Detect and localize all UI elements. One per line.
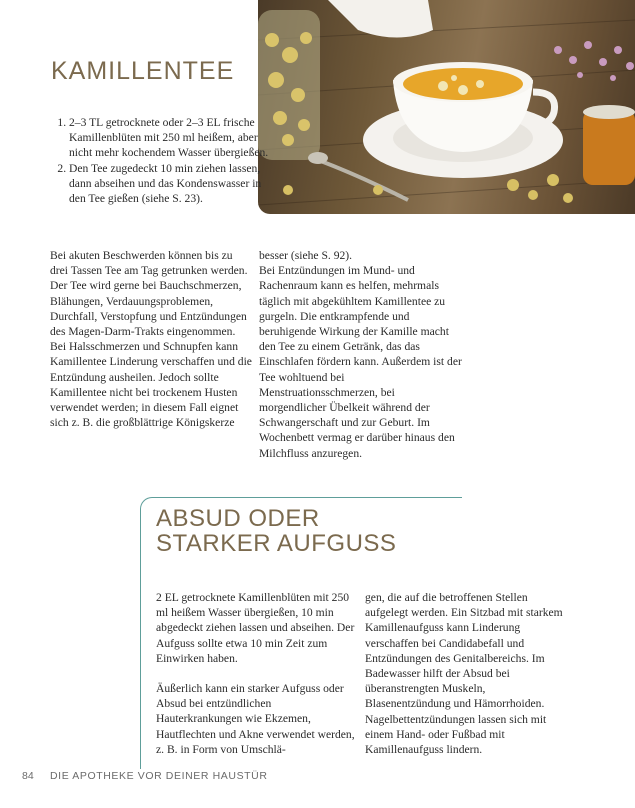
- box-title-line-2: STARKER AUFGUSS: [156, 530, 397, 557]
- recipe-step-1: 1. 2–3 TL getrocknete oder 2–3 EL frische Kamillenblüten mit 250 ml heißem, aber nicht mehr kochendem Wasser übergießen.: [69, 115, 274, 161]
- page-number: 84: [22, 770, 34, 782]
- box-text-column-1: [156, 590, 360, 757]
- paragraph: Bei Entzündungen im Mund- und Rachenraum kann es helfen, mehrmals täglich mit abgekühltem Kamillentee zu gurgeln. Die entkrampfende und beruhigende Wirkung der Kamille macht den Tee zu einem Getränk, das das Einschlafen fördern kann. Außerdem ist der Tee wohltuend bei Menstruationsschmerzen, bei morgendlicher Übelkeit während der Schwangerschaft und zur Geburt. Im Wochenbett vermag er darüber hinaus den Milchfluss anzuregen.: [259, 264, 462, 460]
- tea-illustration: [258, 0, 635, 214]
- box-title: [156, 506, 456, 556]
- paragraph: 2 EL getrocknete Kamillenblüten mit 250 ml heißem Wasser übergießen, 10 min abgedeckt ziehen lassen und abseihen. Der Aufguss sollte etwa 10 min Zeit zum Einwirken haben.: [156, 591, 355, 665]
- box-rule-top: [152, 497, 462, 498]
- paragraph: Bei akuten Beschwerden können bis zu drei Tassen Tee am Tag getrunken werden. Der Tee wird gerne bei Bauchschmerzen, Blähungen, Verdauungsproblemen, Durchfall, Verstopfung und Entzündungen des Magen-Darm-Trakts eingenommen. Bei Halsschmerzen und Schnupfen kann Kamillentee Linderung verschaffen und die Entzündung ausheilen. Jedoch sollte Kamillentee nicht bei trockenem Husten verwendet werden; in diesem Fall eignet sich z. B. die großblättrige Königskerze: [50, 249, 252, 430]
- paragraph: Äußerlich kann ein starker Aufguss oder Absud bei entzündlichen Hauterkrankungen wie Ekzemen, Hautflechten und Akne verwendet werden, z. B. in Form von Umschlä-: [156, 682, 355, 756]
- text-column-1: [50, 248, 253, 430]
- box-title-line-1: ABSUD ODER: [156, 505, 320, 532]
- recipe-steps: [52, 115, 274, 206]
- paragraph: gen, die auf die betroffenen Stellen aufgelegt werden. Ein Sitzbad mit starkem Kamillenaufguss kann Linderung verschaffen bei Candidabefall und Entzündungen des Genitalbereichs. Im Badewasser hilft der Absud bei überanstrengten Muskeln, Blasenentzündung und Hämorrhoiden. Nagelbettentzündungen lassen sich mit einem Hand- oder Fußbad mit Kamillenaufguss lindern.: [365, 591, 563, 757]
- recipe-step-2: 2. Den Tee zugedeckt 10 min ziehen lassen, dann abseihen und das Kondenswasser in den Tee gießen (siehe S. 23).: [69, 161, 274, 207]
- text-column-2: [259, 248, 464, 461]
- box-rule-left: [140, 509, 141, 769]
- running-head: DIE APOTHEKE VOR DEINER HAUSTÜR: [50, 770, 268, 782]
- box-text-column-2: [365, 590, 565, 757]
- chamomile-tea-photo: [258, 0, 635, 214]
- recipe-title: KAMILLENTEE: [51, 57, 235, 85]
- paragraph: besser (siehe S. 92).: [259, 249, 353, 262]
